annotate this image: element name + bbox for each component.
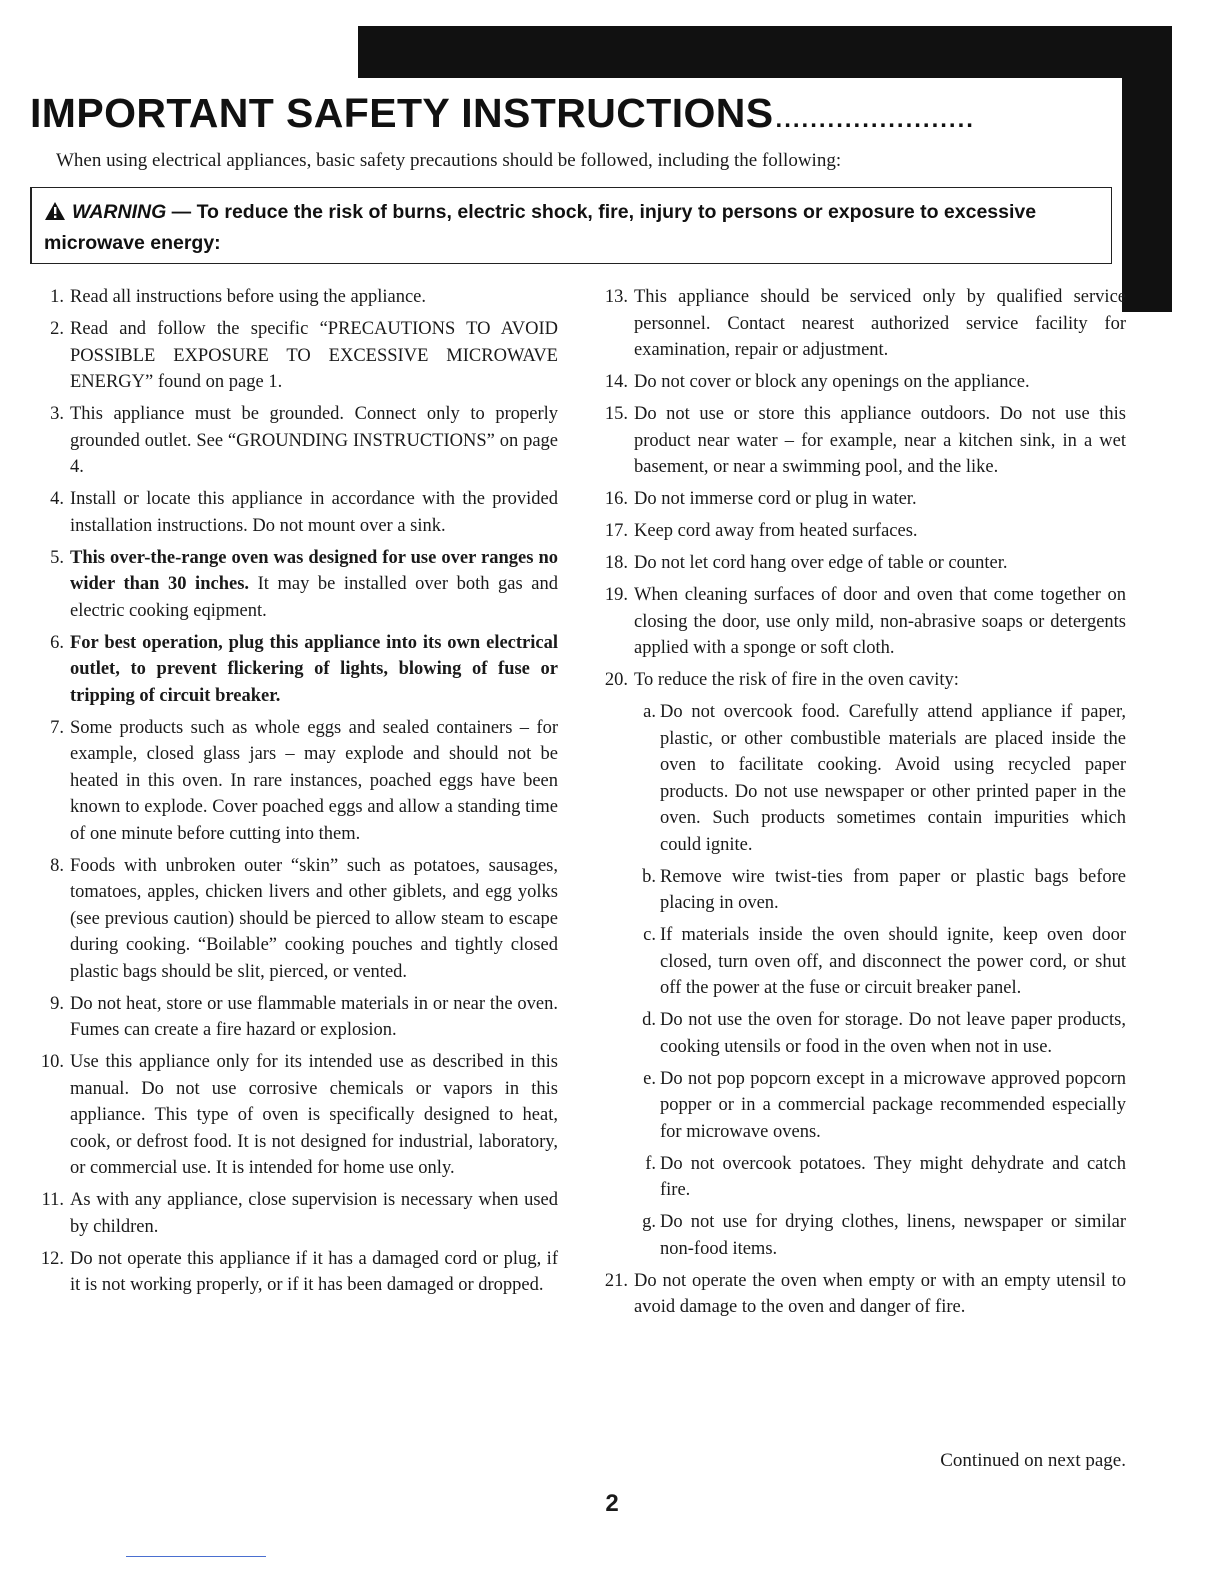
right-column bbox=[594, 284, 1126, 1326]
list-item: 6. For best operation, plug this appliance into its own electrical outlet, to prevent flickering of lights, blowing of fuse or tripping of circuit breaker. bbox=[50, 632, 558, 706]
side-tab bbox=[1122, 26, 1172, 312]
list-item: 20. To reduce the risk of fire in the oven cavity: bbox=[604, 670, 959, 690]
list-item: 7. Some products such as whole eggs and sealed containers – for example, closed glass jars – may explode and should not be heated in this oven. In rare instances, poached eggs have been known to explode. Cover poached eggs and allow a standing time of one minute before cutting into them. bbox=[50, 717, 558, 844]
list-item: 15. Do not use or store this appliance outdoors. Do not use this product near water – for example, near a kitchen sink, in a wet basement, or near a swimming pool, and the like. bbox=[604, 404, 1126, 477]
list-item: 19. When cleaning surfaces of door and oven that come together on closing the door, use only mild, non-abrasive soaps or detergents applied with a sponge or soft cloth. bbox=[604, 585, 1126, 658]
list-item: 14. Do not cover or block any openings on the appliance. bbox=[604, 372, 1030, 392]
left-column bbox=[30, 284, 558, 1304]
sub-item: a. Do not overcook food. Carefully attend appliance if paper, plastic, or other combustible materials are placed inside the oven to facilitate cooking. Avoid using recycled paper products. Do not use newspaper or other printed paper in the oven. Such products sometimes contain impurities which could ignite. bbox=[643, 702, 1126, 855]
sub-item: c. If materials inside the oven should ignite, keep oven door closed, turn oven off, and disconnect the power cord, or shut off the power at the fuse or circuit breaker panel. bbox=[643, 925, 1126, 998]
list-item: 5. This over-the-range oven was designed for use over ranges no wider than 30 inches. It may be installed over both gas and electric cooking eqipment. bbox=[50, 547, 558, 621]
page-title-text: IMPORTANT SAFETY INSTRUCTIONS bbox=[30, 90, 774, 136]
sub-list bbox=[636, 699, 1126, 1262]
footer-rule bbox=[126, 1556, 266, 1557]
sub-item: g. Do not use for drying clothes, linens, newspaper or similar non-food items. bbox=[642, 1212, 1126, 1259]
header-bar bbox=[358, 26, 1172, 78]
list-item: 10. Use this appliance only for its intended use as described in this manual. Do not use corrosive chemicals or vapors in this appliance. This type of oven is specifically designed to heat, cook, or defrost food. It is not designed for industrial, laboratory, or commercial use. It is intended for home use only. bbox=[40, 1052, 558, 1178]
list-item: 13. This appliance should be serviced only by qualified service personnel. Contact nearest authorized service facility for examination, repair or adjustment. bbox=[604, 287, 1126, 360]
list-item: 11. As with any appliance, close supervision is necessary when used by children. bbox=[41, 1190, 558, 1237]
sub-item: e. Do not pop popcorn except in a microwave approved popcorn popper or in a commercial package recommended especially for microwave ovens. bbox=[643, 1068, 1126, 1142]
warning-text: — To reduce the risk of burns, electric shock, fire, injury to persons or exposure to excessive microwave energy: bbox=[44, 201, 1037, 254]
list-item: 18. Do not let cord hang over edge of table or counter. bbox=[604, 553, 1008, 573]
list-item: 2. Read and follow the specific “PRECAUTIONS TO AVOID POSSIBLE EXPOSURE TO EXCESSIVE MICROWAVE ENERGY” found on page 1. bbox=[50, 319, 558, 392]
list-item: 9. Do not heat, store or use flammable materials in or near the oven. Fumes can create a fire hazard or explosion. bbox=[50, 993, 558, 1040]
sub-item: d. Do not use the oven for storage. Do not leave paper products, cooking utensils or food in the oven when not in use. bbox=[642, 1010, 1126, 1057]
list-item: 16. Do not immerse cord or plug in water. bbox=[604, 489, 917, 509]
intro-text: When using electrical appliances, basic safety precautions should be followed, including the following: bbox=[56, 150, 842, 171]
list-item: 4. Install or locate this appliance in accordance with the provided installation instructions. Do not mount over a sink. bbox=[50, 489, 558, 536]
page-number: 2 bbox=[605, 1490, 619, 1517]
list-item: 8. Foods with unbroken outer “skin” such as potatoes, sausages, tomatoes, apples, chicken livers and other giblets, and egg yolks (see previous caution) should be pierced to allow steam to escape during cooking. “Boilable” cooking pouches and tightly closed plastic bags should be slit, pierced, or vented. bbox=[50, 855, 558, 982]
list-item: 17. Keep cord away from heated surfaces. bbox=[604, 521, 918, 541]
warning-box bbox=[30, 187, 1112, 264]
list-item: 3. This appliance must be grounded. Connect only to properly grounded outlet. See “GROUNDING INSTRUCTIONS” on page 4. bbox=[50, 404, 558, 477]
continued-note: Continued on next page. bbox=[940, 1450, 1126, 1471]
sub-item: f. Do not overcook potatoes. They might dehydrate and catch fire. bbox=[645, 1153, 1126, 1200]
sub-item: b. Remove wire twist-ties from paper or plastic bags before placing in oven. bbox=[642, 866, 1126, 913]
title-dots: ....................... bbox=[775, 106, 975, 133]
warning-label: WARNING bbox=[72, 201, 167, 223]
page-title bbox=[30, 84, 1125, 142]
list-item: 21. Do not operate the oven when empty or with an empty utensil to avoid damage to the oven and danger of fire. bbox=[604, 1270, 1126, 1317]
list-item: 1. Read all instructions before using the appliance. bbox=[50, 287, 427, 307]
warning-triangle-icon bbox=[44, 201, 66, 229]
list-item: 12. Do not operate this appliance if it has a damaged cord or plug, if it is not working properly, or if it has been damaged or dropped. bbox=[40, 1248, 558, 1295]
